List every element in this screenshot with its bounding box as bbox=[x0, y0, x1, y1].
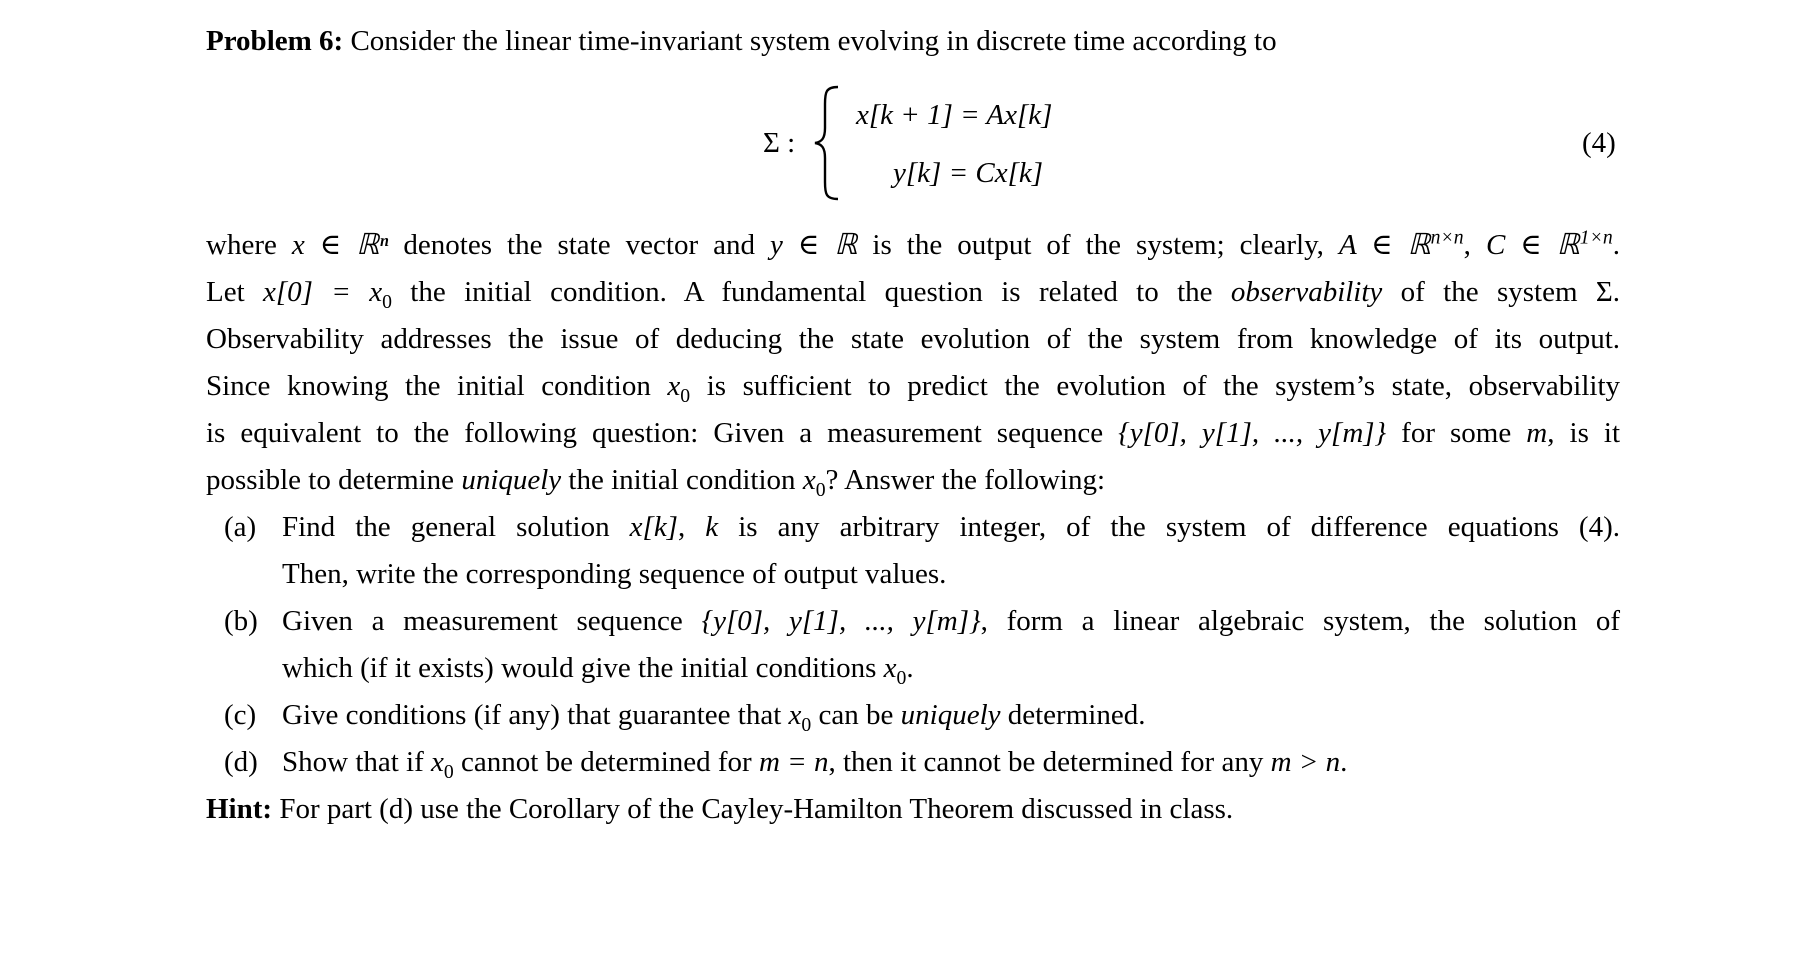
hint-text: For part (d) use the Corollary of the Cayley-Hamilton Theorem discussed in class. bbox=[279, 793, 1234, 825]
text-answer: ? Answer the following: bbox=[825, 464, 1106, 496]
paragraph-line-6 bbox=[206, 463, 1620, 501]
text-period: . bbox=[906, 652, 914, 684]
text-then-cannot: , then it cannot be determined for any bbox=[828, 746, 1271, 778]
text-can-be: can be bbox=[811, 699, 901, 731]
text-observability: observability bbox=[1230, 276, 1383, 308]
math-x: x bbox=[788, 699, 802, 731]
text-period: . bbox=[1340, 746, 1348, 778]
text-initial-condition-2: the initial condition bbox=[561, 464, 803, 496]
math-m-gt-n: m > n bbox=[1270, 746, 1341, 778]
item-c-line-1 bbox=[282, 698, 1620, 736]
math-x-in-rn: x ∈ ℝⁿ bbox=[291, 229, 389, 261]
item-b-label: (b) bbox=[224, 605, 258, 637]
text-period: . bbox=[1612, 229, 1621, 261]
math-a-sup: n×n bbox=[1430, 226, 1464, 249]
text-comma: , bbox=[1463, 229, 1486, 261]
item-a-line-2: Then, write the corresponding sequence of output values. bbox=[282, 558, 947, 590]
text-arbitrary-integer: is any arbitrary integer, of the system of difference equations (4). bbox=[718, 511, 1620, 543]
math-sub-0: 0 bbox=[680, 384, 691, 407]
math-x: x bbox=[667, 370, 681, 402]
item-a-label: (a) bbox=[224, 511, 257, 543]
math-k: k bbox=[705, 511, 719, 543]
text-initial-condition: the initial condition. A fundamental question is related to the bbox=[391, 276, 1231, 308]
equation-lhs: Σ : bbox=[763, 127, 796, 159]
math-y-in-r: y ∈ ℝ bbox=[770, 229, 858, 261]
math-xk: x[k] bbox=[629, 511, 678, 543]
text-since-knowing: Since knowing the initial condition bbox=[206, 370, 668, 402]
equation-number: (4) bbox=[1582, 127, 1616, 159]
hint-label: Hint: bbox=[206, 793, 273, 825]
item-c-label: (c) bbox=[224, 699, 257, 731]
paragraph-line-5 bbox=[206, 416, 1620, 450]
text-uniquely: uniquely bbox=[900, 699, 1001, 731]
text-comma: , bbox=[677, 511, 706, 543]
text-uniquely: uniquely bbox=[461, 464, 562, 496]
paragraph-line-3: Observability addresses the issue of deducing the state evolution of the system from knowledge of its output. bbox=[206, 323, 1620, 355]
left-brace-icon bbox=[812, 84, 842, 202]
math-x: x bbox=[431, 746, 444, 778]
text-possible: possible to determine bbox=[206, 464, 462, 496]
paragraph-line-4 bbox=[206, 369, 1621, 407]
item-b-line-1 bbox=[282, 604, 1620, 638]
equation-state-update: x[k + 1] = Ax[k] bbox=[856, 99, 1053, 131]
math-sub-0: 0 bbox=[815, 478, 826, 501]
math-x: x bbox=[883, 652, 897, 684]
math-a-in: A ∈ ℝ bbox=[1338, 229, 1431, 261]
math-sub-0: 0 bbox=[443, 760, 454, 783]
text-cannot-be: cannot be determined for bbox=[453, 746, 759, 778]
text-is-it: , is it bbox=[1547, 417, 1620, 449]
item-a-line-1 bbox=[282, 510, 1620, 544]
math-x: x bbox=[802, 464, 816, 496]
item-d-label: (d) bbox=[224, 746, 258, 778]
equation-output: y[k] = Cx[k] bbox=[893, 157, 1044, 189]
text-sufficient: is sufficient to predict the evolution of the system’s state, observability bbox=[690, 370, 1621, 402]
math-x0-eq: x[0] = x bbox=[263, 276, 383, 308]
text-output-clearly: is the output of the system; clearly, bbox=[857, 229, 1339, 261]
text-find-general: Find the general solution bbox=[282, 511, 630, 543]
item-d-line-1 bbox=[282, 745, 1620, 783]
item-b-line-2 bbox=[282, 651, 1620, 689]
math-measurement-sequence: {y[0], y[1], ..., y[m]} bbox=[1118, 417, 1387, 449]
paragraph-line-1 bbox=[206, 228, 1620, 262]
math-m: m bbox=[1526, 417, 1548, 449]
problem-intro: Consider the linear time-invariant system evolving in discrete time according to bbox=[350, 25, 1277, 57]
text-where: where bbox=[206, 229, 292, 261]
math-measurement-sequence: {y[0], y[1], ..., y[m]} bbox=[701, 605, 981, 637]
text-give-conditions: Give conditions (if any) that guarantee that bbox=[282, 699, 789, 731]
text-of-system: of the system Σ. bbox=[1382, 276, 1620, 308]
math-sub-0: 0 bbox=[896, 666, 907, 689]
problem-heading-line bbox=[206, 24, 1620, 58]
text-show-that: Show that if bbox=[282, 746, 432, 778]
text-determined: determined. bbox=[1000, 699, 1146, 731]
text-given-measurement: Given a measurement sequence bbox=[282, 605, 702, 637]
math-m-eq-n: m = n bbox=[758, 746, 829, 778]
math-c-in: C ∈ ℝ bbox=[1485, 229, 1580, 261]
text-which-if: which (if it exists) would give the initial conditions bbox=[282, 652, 884, 684]
text-equivalent: is equivalent to the following question: Given a measurement sequence bbox=[206, 417, 1119, 449]
text-for-some: for some bbox=[1386, 417, 1527, 449]
text-form-linear: , form a linear algebraic system, the solution of bbox=[980, 605, 1620, 637]
paragraph-line-2 bbox=[206, 275, 1620, 313]
text-state-vector: denotes the state vector and bbox=[388, 229, 771, 261]
hint-line bbox=[206, 792, 1620, 826]
math-sub-0: 0 bbox=[382, 290, 392, 313]
math-sub-0: 0 bbox=[801, 713, 812, 736]
math-c-sup: 1×n bbox=[1579, 226, 1613, 249]
problem-heading: Problem 6: bbox=[206, 25, 344, 57]
text-let: Let bbox=[206, 276, 263, 308]
